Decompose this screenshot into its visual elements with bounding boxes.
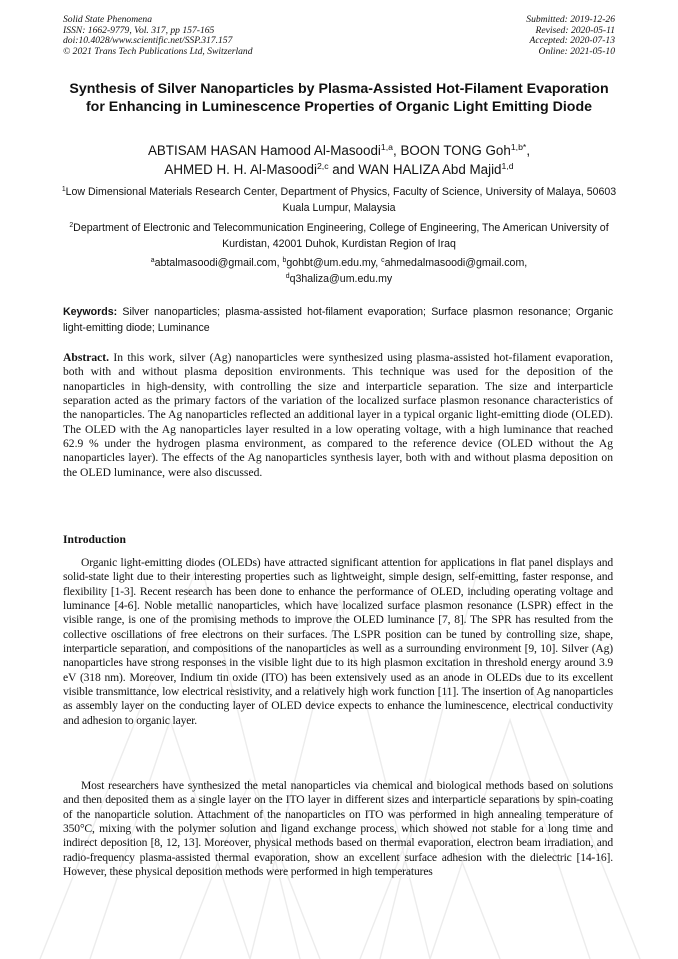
author-superscript: 1,b* xyxy=(510,142,527,153)
issn-line: ISSN: 1662-9779, Vol. 317, pp 157-165 xyxy=(63,24,215,36)
author-name: ABTISAM HASAN Hamood Al-Masoodi xyxy=(147,143,381,158)
email-marker: b xyxy=(282,257,287,265)
email-marker: a xyxy=(150,257,155,265)
abstract-text: In this work, silver (Ag) nanoparticles were synthesized using plasma-assisted hot-filament evaporation, both with and without plasma deposition environments. This technique was used for the deposition of the nanoparticles in high-density, with controlling the size and interparticle separation. The size and interparticle separation acted as the primary factors of the variation of the localized surface plasmon resonance characteristics of the nanoparticles. The Ag nanoparticles reflected an additional layer in a typical organic light-emitting diode (OLED). The OLED with the Ag nanoparticles layer resulted in a low operating voltage, with a high luminance that reached 62.9 % under the hydrogen plasma environment, as compared to the reference device (OLED without the Ag nanoparticles layer). The effects of the Ag nanoparticles synthesis layer, both with and without plasma deposition on the OLED luminance, were also discussed. xyxy=(63,351,613,479)
author-superscript: 2,c xyxy=(316,161,329,172)
author-separator: , xyxy=(526,143,531,158)
online-date: Online: 2021-05-10 xyxy=(538,45,615,57)
keywords-text: Silver nanoparticles; plasma-assisted hot-filament evaporation; Surface plasmon resonance; Organic light-emitting diode; Luminance xyxy=(63,306,613,334)
affiliation-number: 2 xyxy=(69,222,74,230)
author-superscript: 1,d xyxy=(501,161,514,172)
doi-line: doi:10.4028/www.scientific.net/SSP.317.157 xyxy=(63,35,233,47)
email-list xyxy=(60,255,618,288)
paper-title: Synthesis of Silver Nanoparticles by Plasma-Assisted Hot-Filament Evaporation for Enhancing in Luminescence Properties of Organic Light Emitting Diode xyxy=(69,81,609,115)
email-address: abtalmasoodi@gmail.com, xyxy=(154,257,283,269)
author-separator: , xyxy=(392,143,401,158)
accepted-date: Accepted: 2020-07-13 xyxy=(529,35,615,47)
author-superscript: 1,a xyxy=(380,142,393,153)
affiliation-number: 1 xyxy=(61,186,66,194)
affiliation-1 xyxy=(60,184,618,217)
revised-date: Revised: 2020-05-11 xyxy=(535,24,615,36)
abstract xyxy=(63,351,613,480)
intro-paragraph-1: Organic light-emitting diodes (OLEDs) have attracted significant attention for applications in flat panel displays and solid-state light due to their interesting properties such as lightweight, simple design, self-emitting, faster response, and flexibility [1-3]. Recent research has been done to enhance the performance of OLED, including operating voltage and luminance [4-6]. Noble metallic nanoparticles, which have localized surface plasmon resonance (LSPR) effect in the visible range, is one of the promising methods to improve the OLED luminance [7, 8]. The SPR has resulted from the collective oscillations of free electrons on their surfaces. The LSPR position can be tuned by controlling size, shape, interparticle separation, and compositions of the nanoparticles as well as a surrounding environment [9, 10]. Silver (Ag) nanoparticles have strong responses in the visible light due to its high plasmon excitation in threshold energy around 3.9 eV (318 nm). Moreover, Indium tin oxide (ITO) has been extensively used as an anode in OLEDs due to its excellent visible transmittance, low electrical resistivity, and a relatively high work function [11]. The insertion of Ag nanoparticles as assembly layer on the conducting layer of OLED device expects to enhance the luminescence, electrical conductivity and adhesion to organic layer. xyxy=(63,556,613,727)
author-name: BOON TONG Goh xyxy=(400,143,511,158)
journal-header-right xyxy=(526,15,615,57)
journal-name: Solid State Phenomena xyxy=(63,14,152,25)
keywords-label: Keywords: xyxy=(63,306,118,318)
affiliation-text: Department of Electronic and Telecommunication Engineering, College of Engineering, The American University of Kurdistan, 42001 Duhok, Kurdistan Region of Iraq xyxy=(73,222,609,251)
keywords xyxy=(63,305,613,336)
author-conjunction: and xyxy=(328,162,359,177)
affiliation-text: Low Dimensional Materials Research Center, Department of Physics, Faculty of Science, University of Malaya, 50603 Kuala Lumpur, Malaysia xyxy=(65,186,617,215)
email-address: q3haliza@um.edu.my xyxy=(289,273,393,286)
abstract-label: Abstract. xyxy=(63,351,110,364)
submitted-date: Submitted: 2019-12-26 xyxy=(526,14,615,25)
email-address: gohbt@um.edu.my, xyxy=(286,257,382,269)
author-name: AHMED H. H. Al-Masoodi xyxy=(164,162,317,177)
section-heading-introduction: Introduction xyxy=(63,533,126,546)
journal-header-left xyxy=(63,15,253,57)
author-list xyxy=(60,141,618,179)
email-marker: c xyxy=(381,257,385,265)
email-marker: d xyxy=(285,273,290,281)
intro-paragraph-2: Most researchers have synthesized the metal nanoparticles via chemical and biological methods based on solutions and then deposited them as a single layer on the ITO layer in different sizes and interparticle separations by spin-coating of the nanoparticle solution. Attachment of the nanoparticles on ITO was performed in high annealing temperature of 350°C, mixing with the polymer solution and ligand exchange process, which showed not stable for a long time and indirect deposition [8, 12, 13]. Moreover, physical methods based on thermal evaporation, electron beam irradiation, and radio-frequency plasma-assisted thermal evaporation, show an excellent surface adhesion with the dielectric [14-16]. However, these physical deposition methods were performed in high temperatures xyxy=(63,779,613,879)
author-name: WAN HALIZA Abd Majid xyxy=(358,162,502,177)
email-address: ahmedalmasoodi@gmail.com, xyxy=(384,257,528,269)
affiliation-2 xyxy=(60,220,618,253)
copyright-line: © 2021 Trans Tech Publications Ltd, Switzerland xyxy=(63,45,253,57)
